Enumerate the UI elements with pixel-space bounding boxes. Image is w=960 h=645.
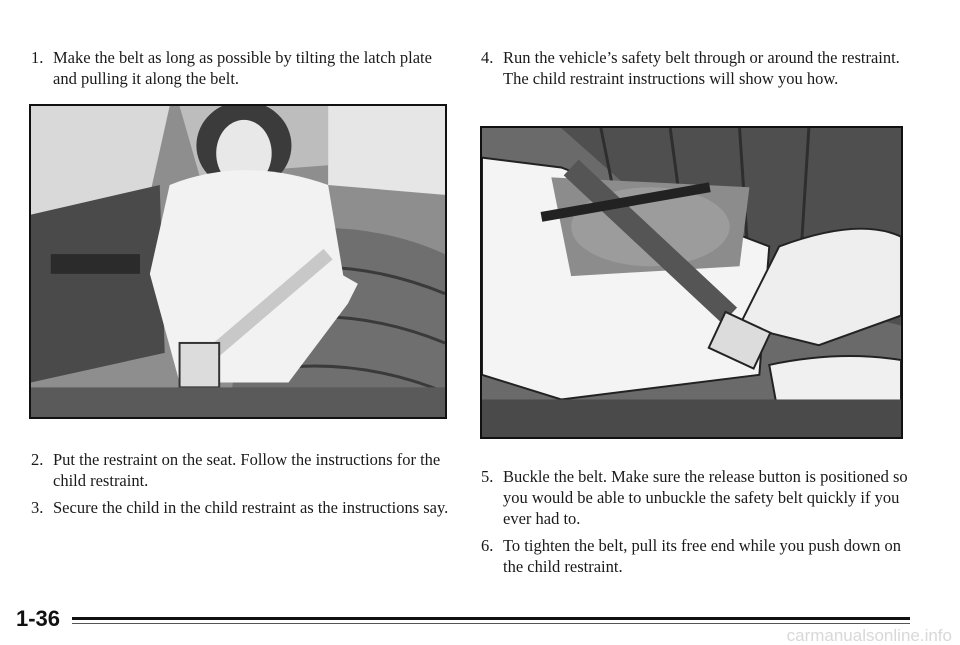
step-text: Run the vehicle’s safety belt through or around the restraint. The child restraint instructions will show you how. xyxy=(503,48,900,88)
step-number: 1. xyxy=(31,48,44,67)
step-number: 2. xyxy=(31,450,44,469)
illustration-child-seat-buckle-drawing xyxy=(482,128,901,437)
step-text: Secure the child in the child restraint as the instructions say. xyxy=(53,498,449,517)
step-text: To tighten the belt, pull its free end while you push down on the child restraint. xyxy=(503,536,901,576)
step-3 xyxy=(31,497,451,518)
step-text: Buckle the belt. Make sure the release button is positioned so you would be able to unbuckle the safety belt quickly if you ever had to. xyxy=(503,467,908,528)
step-number: 3. xyxy=(31,498,44,517)
step-5 xyxy=(481,466,911,529)
footer-rule xyxy=(72,617,910,620)
footer-url-watermark: carmanualsonline.info xyxy=(786,626,952,645)
step-number: 5. xyxy=(481,467,494,486)
watermark: ProCarManuals.com xyxy=(3,189,20,331)
page-number: 1-36 xyxy=(16,606,61,631)
illustration-woman-pulling-belt xyxy=(29,104,447,419)
step-number: 6. xyxy=(481,536,494,555)
illustration-woman-pulling-belt-drawing xyxy=(31,106,445,417)
step-6 xyxy=(481,535,911,577)
step-number: 4. xyxy=(481,48,494,67)
step-1 xyxy=(31,47,451,89)
footer-rule-thin xyxy=(72,623,910,624)
step-text: Make the belt as long as possible by tilting the latch plate and pulling it along the belt. xyxy=(53,48,432,88)
step-2 xyxy=(31,449,451,491)
step-4 xyxy=(481,47,911,89)
step-text: Put the restraint on the seat. Follow the instructions for the child restraint. xyxy=(53,450,441,490)
illustration-child-seat-buckle xyxy=(480,126,903,439)
